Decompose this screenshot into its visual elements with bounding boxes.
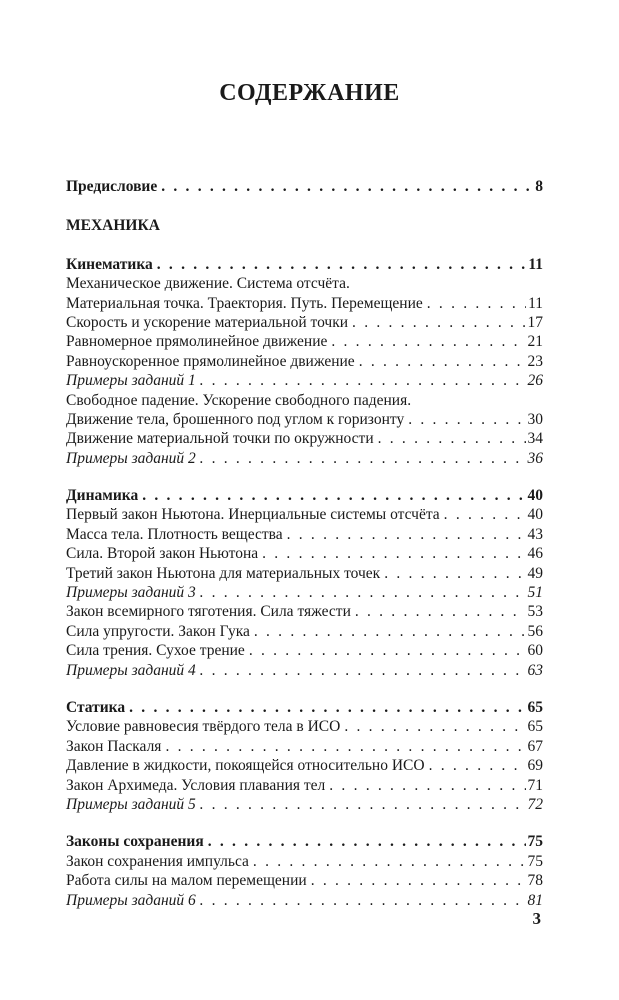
- toc-entry-page: 46: [527, 545, 543, 563]
- dot-leader: [208, 832, 526, 851]
- dot-leader: [359, 352, 526, 371]
- toc-entry-page: 69: [527, 757, 543, 775]
- dot-leader: [200, 891, 526, 910]
- toc-entry-page: 72: [527, 795, 543, 813]
- dot-leader: [200, 661, 526, 680]
- toc-entry-title: Примеры заданий 2: [66, 449, 196, 467]
- toc-entry[interactable]: [66, 737, 543, 756]
- toc-entry[interactable]: [66, 871, 543, 890]
- dot-leader: [329, 776, 525, 795]
- dot-leader: [331, 332, 525, 351]
- toc-entry-title: Давление в жидкости, покоящейся относительно ИСО: [66, 757, 425, 775]
- toc-entry-title: Сила. Второй закон Ньютона: [66, 545, 259, 563]
- toc-entry-title: Сила трения. Сухое трение: [66, 642, 245, 660]
- toc-entry[interactable]: [66, 602, 543, 621]
- toc-entry-title: Примеры заданий 5: [66, 795, 196, 813]
- section-heading: МЕХАНИКА: [66, 217, 160, 235]
- toc-entry-title: Примеры заданий 4: [66, 661, 196, 679]
- dot-leader: [200, 371, 526, 390]
- dot-leader: [352, 313, 525, 332]
- toc-entry-page: 26: [527, 372, 543, 390]
- toc-entry-examples[interactable]: [66, 583, 543, 602]
- dot-leader: [249, 641, 526, 660]
- toc-entry-title: Движение тела, брошенного под углом к горизонту: [66, 410, 405, 428]
- toc-entry[interactable]: [66, 622, 543, 641]
- dot-leader: [142, 486, 525, 505]
- dot-leader: [161, 177, 533, 196]
- toc-entry[interactable]: [66, 852, 543, 871]
- toc-entry-title: Движение материальной точки по окружности: [66, 430, 374, 448]
- toc-entry-page: 36: [527, 449, 543, 467]
- dot-leader: [408, 410, 525, 429]
- toc-entry-page: 56: [527, 622, 543, 640]
- toc-entry-title: Динамика: [66, 487, 139, 505]
- toc-entry-title: Примеры заданий 3: [66, 584, 196, 602]
- toc-entry-title: Закон Паскаля: [66, 737, 162, 755]
- toc-entry-examples[interactable]: [66, 449, 543, 468]
- toc-entry[interactable]: [66, 294, 543, 313]
- table-of-contents: [66, 177, 543, 910]
- toc-entry-page: 71: [527, 776, 543, 794]
- toc-entry-title: Кинематика: [66, 255, 153, 273]
- toc-entry-title: Масса тела. Плотность вещества: [66, 525, 283, 543]
- toc-entry-page: 49: [527, 564, 543, 582]
- page-title: СОДЕРЖАНИЕ: [219, 80, 400, 106]
- toc-entry-title: Скорость и ускорение материальной точки: [66, 313, 349, 331]
- toc-entry-title: Статика: [66, 698, 126, 716]
- toc-entry-title: Предисловие: [66, 178, 158, 195]
- toc-entry[interactable]: [66, 313, 543, 332]
- toc-entry[interactable]: [66, 525, 543, 544]
- dot-leader: [262, 544, 525, 563]
- toc-entry-title: Третий закон Ньютона для материальных точек: [66, 564, 381, 582]
- toc-entry-page: 11: [528, 294, 543, 312]
- dot-leader: [165, 737, 525, 756]
- toc-entry-title: Закон Архимеда. Условия плавания тел: [66, 776, 326, 794]
- dot-leader: [129, 698, 525, 717]
- toc-entry-page: 40: [527, 506, 543, 524]
- dot-leader: [157, 255, 527, 274]
- toc-entry-page: 40: [527, 487, 543, 505]
- toc-entry-page: 30: [527, 410, 543, 428]
- dot-leader: [355, 602, 526, 621]
- toc-entry-page: 51: [527, 584, 543, 602]
- toc-chapter-dynamics[interactable]: [66, 486, 543, 505]
- toc-chapter-kinematics[interactable]: [66, 255, 543, 274]
- toc-entry-page: 65: [527, 698, 543, 716]
- toc-entry-title: Закон сохранения импульса: [66, 852, 249, 870]
- toc-entry-page: 75: [527, 852, 543, 870]
- dot-leader: [384, 564, 525, 583]
- toc-entry[interactable]: [66, 505, 543, 524]
- toc-entry-title: Сила упругости. Закон Гука: [66, 622, 250, 640]
- toc-entry-page: 63: [527, 661, 543, 679]
- toc-chapter-conservation-laws[interactable]: [66, 832, 543, 851]
- toc-entry[interactable]: [66, 641, 543, 660]
- toc-entry-page: 60: [527, 642, 543, 660]
- toc-entry-title: Работа силы на малом перемещении: [66, 872, 307, 890]
- dot-leader: [444, 505, 526, 524]
- toc-entry-title: Первый закон Ньютона. Инерциальные системы отсчёта: [66, 506, 440, 524]
- toc-entry-page: 78: [527, 872, 543, 890]
- dot-leader: [200, 449, 526, 468]
- dot-leader: [427, 294, 526, 313]
- toc-entry-preface[interactable]: [66, 177, 543, 196]
- toc-entry-title: Примеры заданий 6: [66, 891, 196, 909]
- dot-leader: [311, 871, 526, 890]
- dot-leader: [378, 429, 526, 448]
- toc-entry-title: Условие равновесия твёрдого тела в ИСО: [66, 718, 341, 736]
- toc-entry-page: 17: [527, 313, 543, 331]
- toc-entry-page: 53: [527, 603, 543, 621]
- toc-entry-page: 81: [527, 891, 543, 909]
- toc-entry-page: 43: [527, 525, 543, 543]
- dot-leader: [429, 756, 526, 775]
- toc-entry-title: Примеры заданий 1: [66, 372, 196, 390]
- toc-entry-page: 65: [527, 718, 543, 736]
- dot-leader: [254, 622, 526, 641]
- toc-entry-title: Равномерное прямолинейное движение: [66, 333, 328, 351]
- toc-entry[interactable]: [66, 544, 543, 563]
- dot-leader: [344, 717, 525, 736]
- toc-entry[interactable]: [66, 410, 543, 429]
- toc-entry[interactable]: [66, 776, 543, 795]
- toc-entry[interactable]: [66, 717, 543, 736]
- toc-entry[interactable]: [66, 564, 543, 583]
- dot-leader: [200, 583, 526, 602]
- toc-chapter-statics[interactable]: [66, 698, 543, 717]
- toc-entry-examples[interactable]: [66, 891, 543, 910]
- dot-leader: [253, 852, 526, 871]
- toc-entry-examples[interactable]: [66, 795, 543, 814]
- toc-entry-title: Материальная точка. Траектория. Путь. Перемещение: [66, 294, 423, 312]
- toc-entry-page: 8: [535, 178, 543, 195]
- toc-entry[interactable]: [66, 352, 543, 371]
- toc-entry[interactable]: [66, 756, 543, 775]
- toc-entry-line1: Свободное падение. Ускорение свободного падения.: [66, 391, 412, 409]
- dot-leader: [200, 795, 526, 814]
- toc-entry-page: 75: [527, 833, 543, 851]
- dot-leader: [287, 525, 526, 544]
- toc-entry[interactable]: [66, 332, 543, 351]
- toc-entry-examples[interactable]: [66, 661, 543, 680]
- toc-entry-page: 11: [528, 255, 543, 273]
- toc-entry[interactable]: [66, 429, 543, 448]
- toc-entry-page: 34: [527, 430, 543, 448]
- toc-entry-page: 23: [527, 352, 543, 370]
- toc-entry-examples[interactable]: [66, 371, 543, 390]
- toc-entry-page: 21: [527, 333, 543, 351]
- toc-entry-title: Равноускоренное прямолинейное движение: [66, 352, 355, 370]
- toc-entry-page: 67: [527, 737, 543, 755]
- toc-entry-title: Законы сохранения: [66, 833, 204, 851]
- toc-entry-title: Закон всемирного тяготения. Сила тяжести: [66, 603, 351, 621]
- toc-entry-line1: Механическое движение. Система отсчёта.: [66, 275, 350, 293]
- page-number: 3: [532, 909, 541, 928]
